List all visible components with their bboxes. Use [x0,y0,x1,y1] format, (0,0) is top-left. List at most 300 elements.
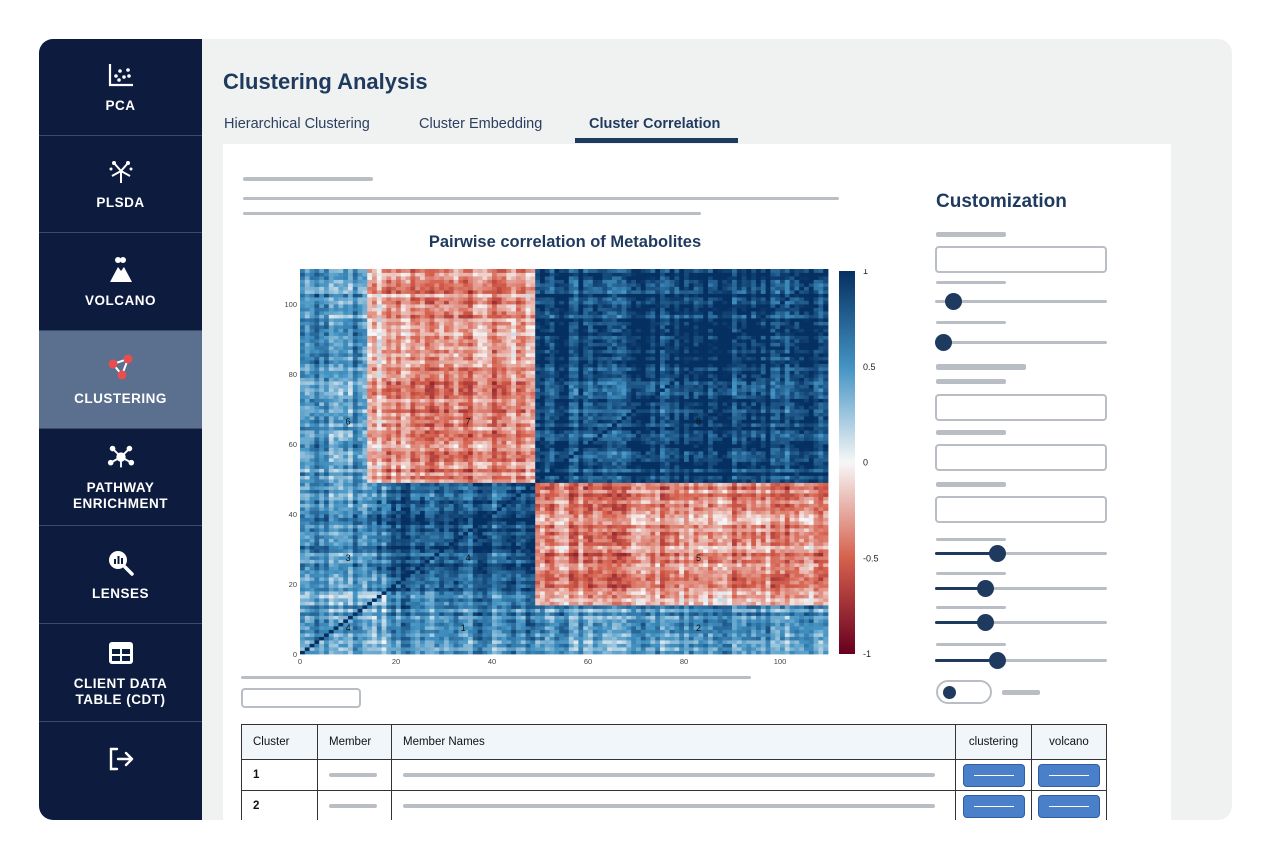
heatmap-cell [526,637,531,641]
heatmap-cell [444,563,449,567]
heatmap-cell [770,640,775,644]
heatmap-cell [502,584,507,588]
heatmap-cell [516,553,521,557]
heatmap-cell [737,577,742,581]
heatmap-cell [511,500,516,504]
heatmap-cell [324,581,329,585]
heatmap-cell [343,539,348,543]
heatmap-cell [679,500,684,504]
heatmap-cell [799,560,804,564]
heatmap-cell [516,549,521,553]
heatmap-cell [694,651,699,655]
heatmap-cell [492,602,497,606]
heatmap-cell [545,563,550,567]
heatmap-cell [766,633,771,637]
heatmap-cell [401,511,406,515]
heatmap-cell [564,609,569,613]
heatmap-cell [372,626,377,630]
heatmap-cell [818,612,823,616]
heatmap-cell [310,605,315,609]
heatmap-cell [607,560,612,564]
heatmap-cell [708,511,713,515]
correlation-heatmap[interactable] [278,269,898,669]
heatmap-cell [670,539,675,543]
heatmap-cell [670,500,675,504]
heatmap-cell [804,518,809,522]
heatmap-cell [708,612,713,616]
heatmap-cell [650,595,655,599]
tab-cluster-correlation[interactable]: Cluster Correlation [589,116,721,132]
heatmap-cell [660,588,665,592]
heatmap-cell [809,514,814,518]
heatmap-cell [329,633,334,637]
heatmap-cell [319,647,324,651]
heatmap-cell [780,598,785,602]
heatmap-cell [761,605,766,609]
heatmap-cell [334,528,339,532]
heatmap-cell [636,640,641,644]
heatmap-cell [434,630,439,634]
heatmap-cell [401,500,406,504]
heatmap-cell [358,633,363,637]
heatmap-cell [396,525,401,529]
heatmap-cell [785,518,790,522]
heatmap-cell [545,549,550,553]
heatmap-cell [348,528,353,532]
heatmap-cell [751,556,756,560]
heatmap-cell [430,595,435,599]
sidebar-item-volcano[interactable] [39,233,202,331]
heatmap-cell [454,619,459,623]
heatmap-cell [583,623,588,627]
heatmap-cell [497,553,502,557]
heatmap-cell [770,619,775,623]
heatmap-cell [583,525,588,529]
heatmap-cell [598,539,603,543]
heatmap-cell [790,612,795,616]
heatmap-cell [348,640,353,644]
heatmap-cell [454,500,459,504]
heatmap-cell [574,591,579,595]
heatmap-cell [737,532,742,536]
sidebar-item-logout[interactable] [39,722,202,820]
heatmap-cell [305,623,310,627]
heatmap-cell [372,514,377,518]
heatmap-cell [766,500,771,504]
heatmap-cell [338,591,343,595]
heatmap-cell [343,546,348,550]
heatmap-cell [602,637,607,641]
heatmap-cell [617,497,622,501]
heatmap-cell [593,507,598,511]
heatmap-cell [511,605,516,609]
heatmap-cell [305,511,310,515]
heatmap-cell [497,602,502,606]
heatmap-cell [372,595,377,599]
heatmap-cell [550,497,555,501]
heatmap-cell [314,595,319,599]
heatmap-cell [439,507,444,511]
heatmap-cell [564,560,569,564]
heatmap-cell [689,623,694,627]
heatmap-cell [502,542,507,546]
heatmap-cell [473,591,478,595]
heatmap-cell [607,630,612,634]
heatmap-cell [430,647,435,651]
heatmap-cell [473,651,478,655]
heatmap-cell [550,549,555,553]
heatmap-cell [430,570,435,574]
heatmap-cell [593,647,598,651]
heatmap-cell [396,623,401,627]
sidebar-item-pathway-enrichment[interactable] [39,429,202,526]
heatmap-cell [367,500,372,504]
sidebar-item-lenses[interactable] [39,526,202,624]
heatmap-cell [454,605,459,609]
heatmap-cell [670,647,675,651]
heatmap-cell [439,560,444,564]
heatmap-cell [554,626,559,630]
heatmap-cell [526,560,531,564]
heatmap-cell [310,644,315,648]
heatmap-cell [756,588,761,592]
heatmap-cell [794,574,799,578]
heatmap-cell [742,549,747,553]
heatmap-cell [564,504,569,508]
heatmap-cell [526,511,531,515]
heatmap-cell [602,546,607,550]
heatmap-cell [818,560,823,564]
heatmap-cell [492,518,497,522]
heatmap-cell [646,584,651,588]
heatmap-cell [430,567,435,571]
heatmap-cell [612,584,617,588]
heatmap-cell [756,602,761,606]
heatmap-cell [396,570,401,574]
heatmap-cell [751,567,756,571]
heatmap-cell [823,525,828,529]
heatmap-cell [463,588,468,592]
heatmap-cell [329,581,334,585]
heatmap-cell [377,546,382,550]
heatmap-cell [775,539,780,543]
heatmap-cell [703,630,708,634]
heatmap-cell [799,591,804,595]
heatmap-cell [665,647,670,651]
heatmap-cell [751,535,756,539]
heatmap-cell [698,605,703,609]
heatmap-cell [593,577,598,581]
heatmap-cell [319,602,324,606]
heatmap-cell [425,563,430,567]
heatmap-cell [665,640,670,644]
heatmap-cell [406,612,411,616]
heatmap-cell [511,546,516,550]
heatmap-cell [434,567,439,571]
heatmap-cell [367,539,372,543]
heatmap-cell [569,609,574,613]
heatmap-cell [794,640,799,644]
heatmap-cell [377,521,382,525]
heatmap-cell [482,521,487,525]
heatmap-cell [334,605,339,609]
heatmap-cell [602,647,607,651]
heatmap-cell [401,546,406,550]
heatmap-cell [674,616,679,620]
heatmap-cell [482,644,487,648]
heatmap-cell [809,598,814,602]
heatmap-cell [300,595,305,599]
heatmap-cell [583,497,588,501]
heatmap-cell [727,521,732,525]
heatmap-cell [319,640,324,644]
heatmap-cell [396,546,401,550]
heatmap-cell [468,605,473,609]
heatmap-cell [439,612,444,616]
heatmap-cell [722,651,727,655]
heatmap-cell [650,598,655,602]
heatmap-cell [406,497,411,501]
heatmap-cell [569,511,574,515]
heatmap-cell [689,630,694,634]
heatmap-cell [703,637,708,641]
heatmap-cell [396,528,401,532]
heatmap-cell [319,584,324,588]
heatmap-cell [420,563,425,567]
heatmap-cell [804,560,809,564]
heatmap-cell [569,507,574,511]
heatmap-cell [598,532,603,536]
heatmap-cell [617,518,622,522]
heatmap-cell [660,553,665,557]
heatmap-cell [353,581,358,585]
heatmap-cell [636,553,641,557]
heatmap-cell [554,535,559,539]
heatmap-cell [473,546,478,550]
heatmap-cell [415,525,420,529]
heatmap-cell [482,567,487,571]
heatmap-cell [329,574,334,578]
heatmap-cell [598,609,603,613]
heatmap-cell [742,511,747,515]
heatmap-cell [574,588,579,592]
heatmap-cell [756,504,761,508]
heatmap-cell [367,518,372,522]
heatmap-cell [391,612,396,616]
heatmap-cell [751,602,756,606]
heatmap-cell [713,514,718,518]
heatmap-cell [593,553,598,557]
heatmap-cell [650,574,655,578]
heatmap-cell [439,605,444,609]
heatmap-cell [602,626,607,630]
heatmap-cell [708,616,713,620]
heatmap-cell [737,525,742,529]
heatmap-cell [482,507,487,511]
heatmap-cell [650,616,655,620]
heatmap-cell [564,637,569,641]
heatmap-cell [718,563,723,567]
heatmap-cell [612,651,617,655]
heatmap-cell [578,500,583,504]
heatmap-cell [386,500,391,504]
heatmap-cell [780,588,785,592]
heatmap-cell [674,640,679,644]
heatmap-cell [329,616,334,620]
heatmap-cell [578,567,583,571]
heatmap-cell [367,521,372,525]
heatmap-cell [751,553,756,557]
heatmap-cell [511,511,516,515]
heatmap-cell [665,532,670,536]
heatmap-cell [545,640,550,644]
heatmap-cell [583,507,588,511]
heatmap-cell [636,549,641,553]
heatmap-cell [814,514,819,518]
heatmap-cell [646,640,651,644]
heatmap-cell [818,630,823,634]
heatmap-cell [362,651,367,655]
heatmap-cell [454,588,459,592]
heatmap-cell [530,563,535,567]
heatmap-cell [497,630,502,634]
heatmap-cell [737,546,742,550]
heatmap-cell [607,497,612,501]
heatmap-cell [718,514,723,518]
heatmap-cell [502,619,507,623]
heatmap-cell [420,651,425,655]
heatmap-cell [550,521,555,525]
heatmap-cell [406,560,411,564]
heatmap-cell [338,560,343,564]
sidebar-item-clustering[interactable] [39,331,202,429]
heatmap-cell [338,493,343,497]
heatmap-cell [698,507,703,511]
heatmap-cell [314,532,319,536]
heatmap-cell [809,633,814,637]
heatmap-cell [338,532,343,536]
heatmap-cell [367,588,372,592]
heatmap-cell [454,647,459,651]
heatmap-cell [338,497,343,501]
heatmap-cell [674,598,679,602]
heatmap-cell [343,651,348,655]
heatmap-cell [305,539,310,543]
heatmap-cell [646,647,651,651]
heatmap-cell [809,640,814,644]
heatmap-cell [550,595,555,599]
heatmap-cell [497,574,502,578]
heatmap-cell [665,521,670,525]
sidebar-item-client-data-table[interactable] [39,624,202,722]
heatmap-cell [814,616,819,620]
heatmap-cell [751,518,756,522]
heatmap-cell [617,591,622,595]
heatmap-cell [722,560,727,564]
heatmap-cell [766,591,771,595]
heatmap-cell [703,574,708,578]
heatmap-cell [391,647,396,651]
heatmap-cell [386,577,391,581]
heatmap-cell [482,528,487,532]
heatmap-cell [540,535,545,539]
heatmap-cell [646,560,651,564]
heatmap-cell [761,535,766,539]
heatmap-cell [718,602,723,606]
heatmap-cell [300,518,305,522]
sidebar-item-pca[interactable] [39,39,202,136]
heatmap-cell [329,602,334,606]
heatmap-cell [809,521,814,525]
heatmap-cell [386,570,391,574]
heatmap-cell [314,647,319,651]
heatmap-cell [564,595,569,599]
heatmap-cell [708,497,713,501]
tab-cluster-embedding[interactable]: Cluster Embedding [419,116,543,132]
heatmap-cell [790,521,795,525]
heatmap-cell [415,637,420,641]
heatmap-cell [329,553,334,557]
heatmap-cell [401,542,406,546]
heatmap-cell [574,623,579,627]
heatmap-cell [554,598,559,602]
heatmap-cell [708,546,713,550]
heatmap-cell [746,619,751,623]
heatmap-cell [689,598,694,602]
heatmap-cell [775,511,780,515]
heatmap-cell [482,581,487,585]
heatmap-cell [602,588,607,592]
heatmap-cell [521,535,526,539]
sidebar-item-plsda[interactable] [39,136,202,233]
heatmap-cell [444,549,449,553]
heatmap-cell [727,595,732,599]
heatmap-cell [722,525,727,529]
heatmap-cell [434,511,439,515]
tab-hierarchical-clustering[interactable]: Hierarchical Clustering [224,116,370,132]
heatmap-cell [559,567,564,571]
heatmap-cell [727,637,732,641]
heatmap-cell [353,612,358,616]
heatmap-cell [593,581,598,585]
heatmap-cell [353,504,358,508]
heatmap-cell [737,619,742,623]
heatmap-cell [780,500,785,504]
heatmap-cell [415,514,420,518]
heatmap-cell [425,539,430,543]
heatmap-cell [362,546,367,550]
heatmap-cell [367,542,372,546]
heatmap-cell [305,546,310,550]
heatmap-cell [617,560,622,564]
heatmap-cell [602,577,607,581]
heatmap-cell [751,497,756,501]
heatmap-cell [377,532,382,536]
heatmap-cell [535,584,540,588]
heatmap-cell [386,651,391,655]
heatmap-cell [766,504,771,508]
heatmap-cell [305,567,310,571]
heatmap-cell [660,623,665,627]
heatmap-cell [670,504,675,508]
heatmap-cell [305,651,310,655]
heatmap-cell [698,647,703,651]
heatmap-cell [401,588,406,592]
heatmap-cell [420,616,425,620]
heatmap-cell [722,546,727,550]
heatmap-cell [785,616,790,620]
heatmap-cell [550,567,555,571]
